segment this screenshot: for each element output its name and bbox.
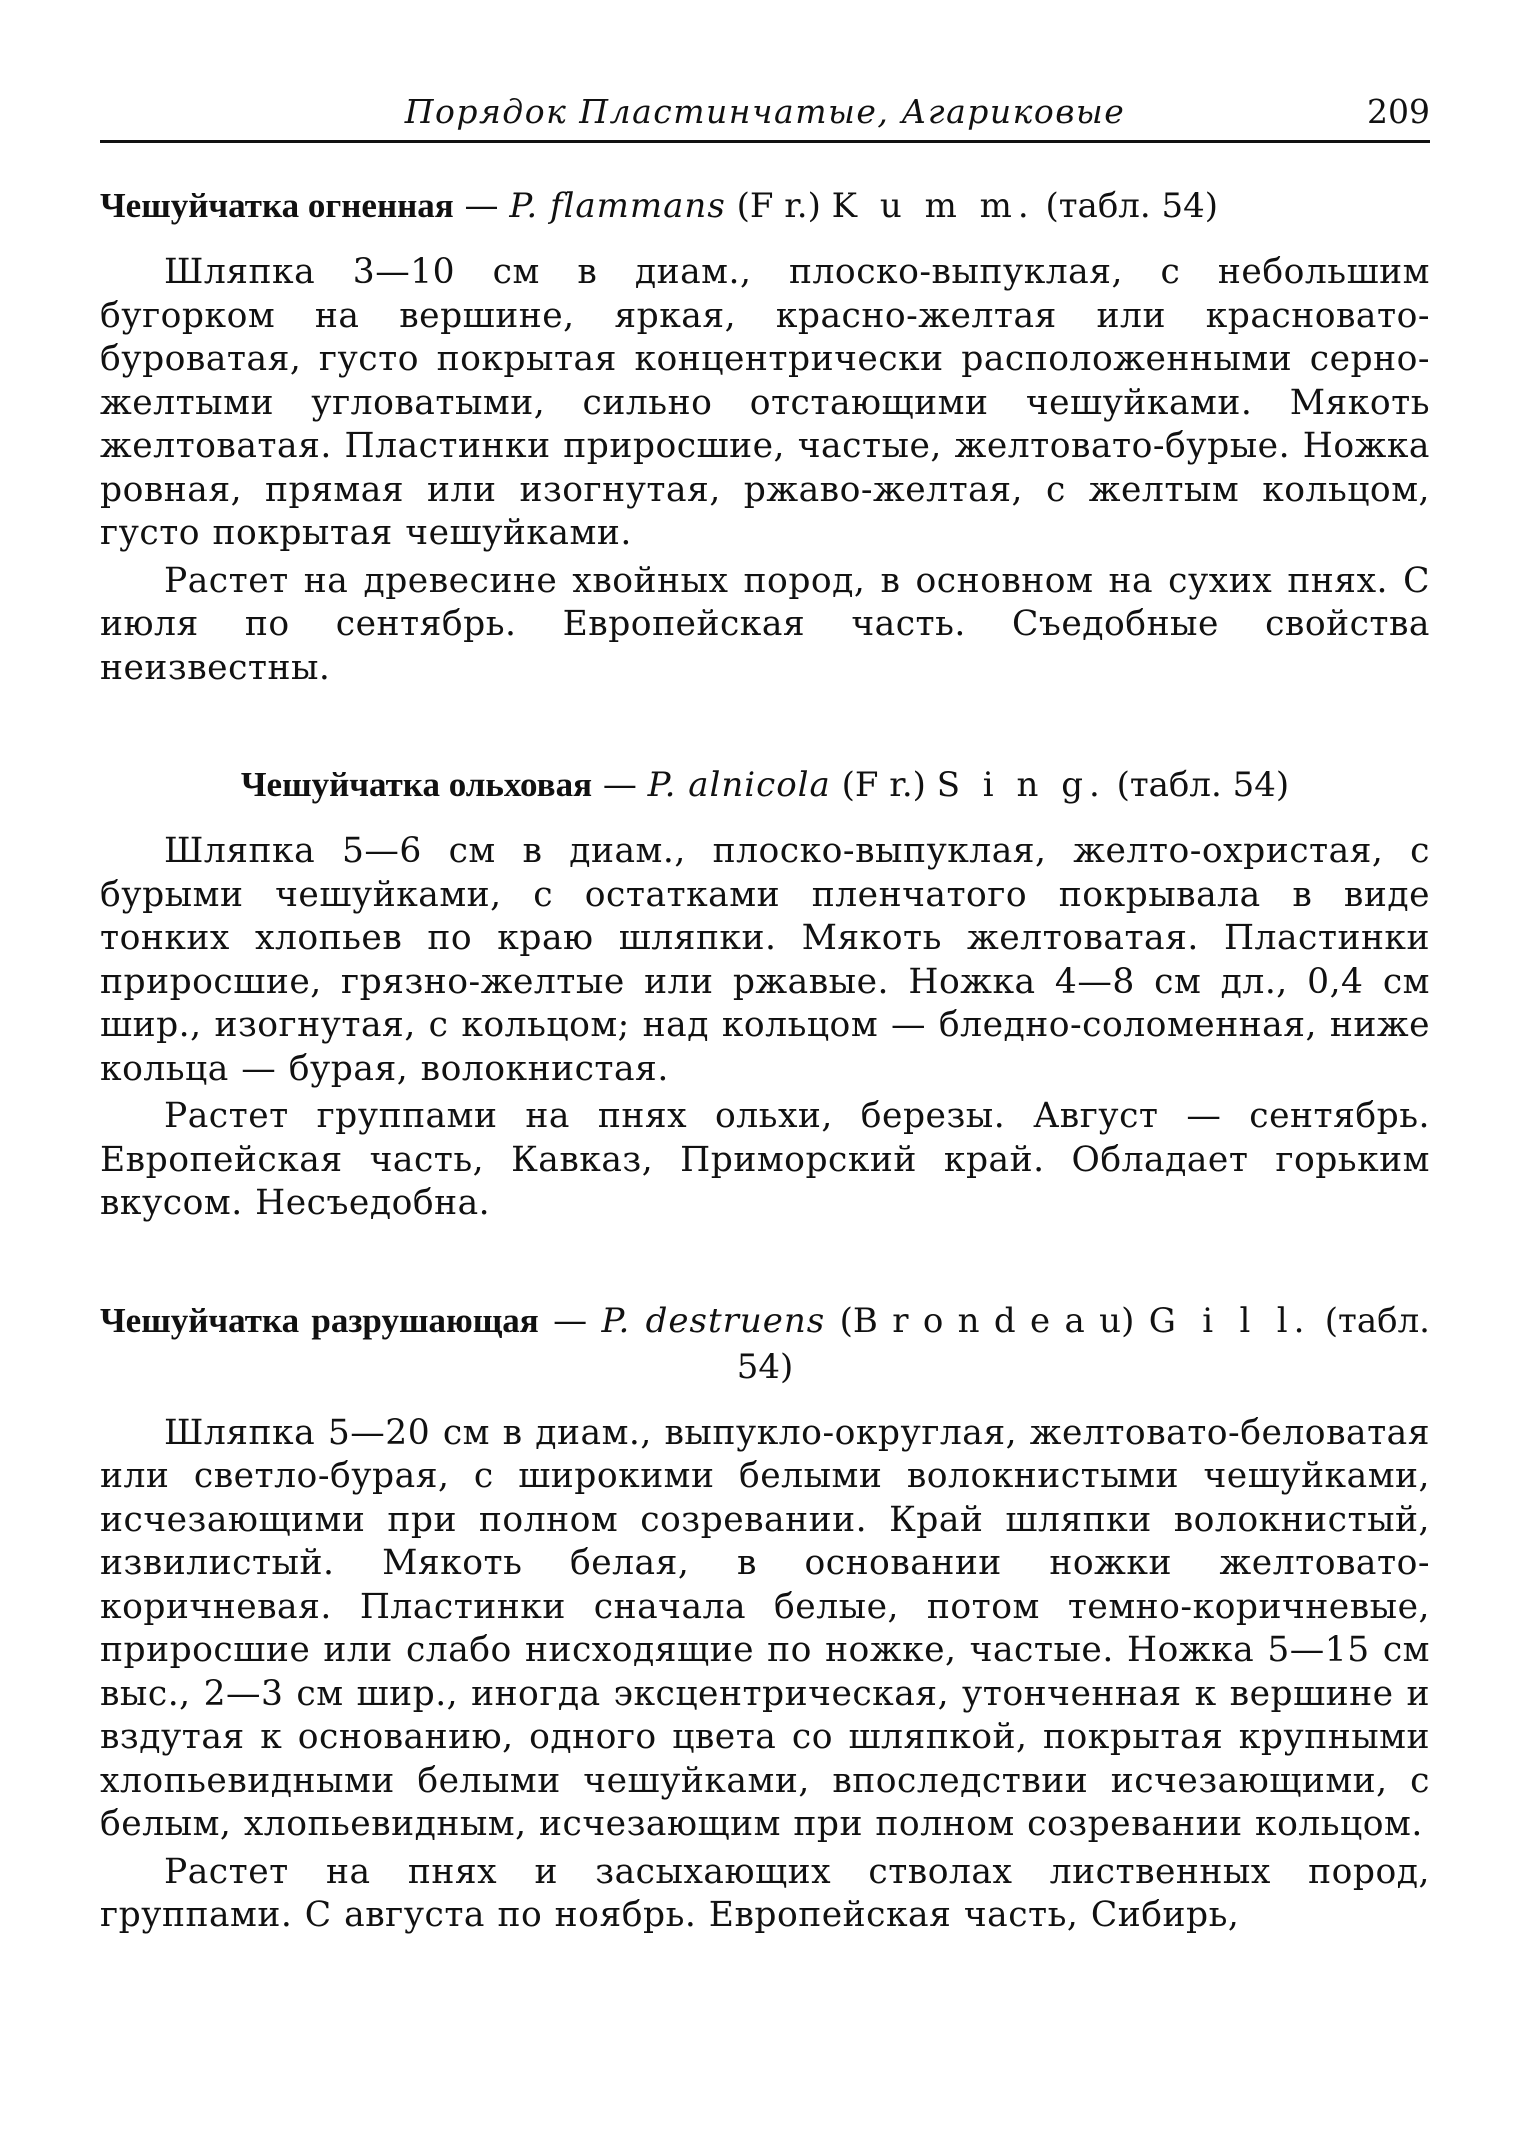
habitat-paragraph: Растет группами на пнях ольхи, березы. Август — сентябрь. Европейская часть, Кавказ, Приморский край. Обладает горьким вкусом. Несъедобна. [100,1096,1430,1223]
species-heading [100,183,1430,229]
species-name-ru: Чешуйчатка огненная [100,186,454,225]
species-author-spaced: K u m m. [831,186,1035,226]
species-heading [100,1298,1430,1390]
heading-dash: — [592,765,648,805]
page-number: 209 [1367,92,1430,131]
species-entry [100,1298,1430,1938]
habitat-paragraph: Растет на пнях и засыхающих стволах лиственных пород, группами. С августа по ноябрь. Европейская часть, Сибирь, [100,1851,1430,1935]
species-name-latin: P. destruens [601,1300,826,1341]
description-paragraph: Шляпка 3—10 см в диам., плоско-выпуклая, с небольшим бугорком на вершине, яркая, красно-желтая или красновато-буроватая, густо покрытая концентрически расположенными серно-желтыми угловатыми, сильно отстающими чешуйками. Мякоть желтоватая. Пластинки приросшие, частые, желтовато-бурые. Ножка ровная, прямая или изогнутая, ржаво-желтая, с желтым кольцом, густо покрытая чешуйками. [100,252,1430,553]
species-entry [100,183,1430,690]
species-name-latin: P. alnicola [647,765,831,805]
species-author-spaced: S i n g. [936,765,1106,805]
running-header [100,88,1430,143]
species-author: (F r.) [725,186,832,226]
species-author-spaced: G i l l. [1148,1300,1311,1341]
species-author: (B r o n d e a u) [825,1300,1149,1341]
description-paragraph: Шляпка 5—6 см в диам., плоско-выпуклая, желто-охристая, с бурыми чешуйками, с остатками пленчатого покрывала в виде тонких хлопьев по краю шляпки. Мякоть желтоватая. Пластинки приросшие, грязно-желтые или ржавые. Ножка 4—8 см дл., 0,4 см шир., изогнутая, с кольцом; над кольцом — бледно-соломенная, ниже кольца — бурая, волокнистая. [100,831,1430,1089]
table-reference: (табл. 54) [1034,186,1219,226]
table-reference: (табл. 54) [736,1300,1430,1387]
running-title: Порядок Пластинчатые, Агариковые [404,92,1126,131]
species-heading [100,762,1430,808]
species-name-ru: Чешуйчатка разрушающая [100,1300,539,1340]
heading-dash: — [538,1300,602,1341]
heading-dash: — [453,186,510,226]
species-author: (F r.) [830,765,937,805]
habitat-paragraph: Растет на древесине хвойных пород, в основном на сухих пнях. С июля по сентябрь. Европейская часть. Съедобные свойства неизвестны. [100,560,1430,688]
description-paragraph: Шляпка 5—20 см в диам., выпукло-округлая, желтовато-беловатая или светло-бурая, с широкими белыми волокнистыми чешуйками, исчезающими при полном созревании. Край шляпки волокнистый, извилистый. Мякоть белая, в основании ножки желтовато-коричневая. Пластинки сначала белые, потом темно-коричневые, приросшие или слабо нисходящие по ножке, частые. Ножка 5—15 см выс., 2—3 см шир., иногда эксцентрическая, утонченная к вершине и вздутая к основанию, одного цвета со шляпкой, покрытая крупными хлопьевидными белыми чешуйками, впоследствии исчезающими, с белым, хлопьевидным, исчезающим при полном созревании кольцом. [100,1412,1430,1844]
book-page [100,88,1430,1938]
species-name-latin: P. flammans [509,186,726,226]
species-entry [100,762,1430,1226]
table-reference: (табл. 54) [1105,765,1290,805]
species-name-ru: Чешуйчатка ольховая [240,765,593,804]
